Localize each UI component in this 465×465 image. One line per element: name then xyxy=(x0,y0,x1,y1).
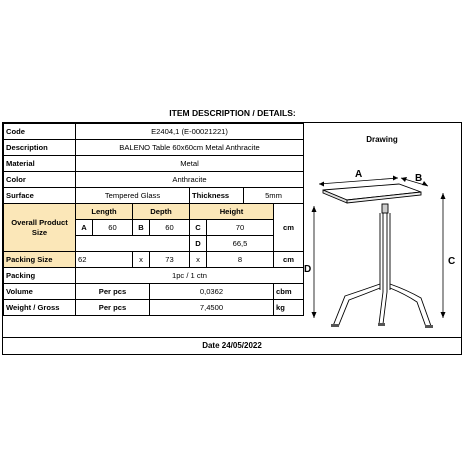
packing-size-label: Packing Size xyxy=(4,252,76,268)
packing-value: 1pc / 1 ctn xyxy=(76,268,304,284)
volume-per: Per pcs xyxy=(76,284,150,300)
row-size-header xyxy=(4,204,304,220)
weight-per: Per pcs xyxy=(76,300,150,316)
volume-value: 0,0362 xyxy=(150,284,274,300)
length-letter: A xyxy=(76,220,93,236)
volume-unit: cbm xyxy=(274,284,304,300)
packing-size-unit: cm xyxy=(274,252,304,268)
material-value: Metal xyxy=(76,156,304,172)
volume-label: Volume xyxy=(4,284,76,300)
table-legs xyxy=(333,204,431,327)
length-header: Length xyxy=(76,204,133,220)
drawing-title: Drawing xyxy=(366,135,398,144)
drawing-panel xyxy=(303,123,461,338)
packing-size-x2: x xyxy=(190,252,207,268)
row-weight xyxy=(4,300,304,316)
spec-table xyxy=(3,123,304,316)
material-label: Material xyxy=(4,156,76,172)
packing-size-w: 73 xyxy=(150,252,190,268)
size-unit: cm xyxy=(274,204,304,252)
height-letter-d: D xyxy=(190,236,207,252)
thickness-label: Thickness xyxy=(190,188,244,204)
surface-value: Tempered Glass xyxy=(76,188,190,204)
label-c: C xyxy=(448,256,456,267)
weight-label: Weight / Gross xyxy=(4,300,76,316)
height-letter-c: C xyxy=(190,220,207,236)
thickness-value: 5mm xyxy=(244,188,304,204)
code-value: E2404,1 (E-00021221) xyxy=(76,124,304,140)
depth-header: Depth xyxy=(133,204,190,220)
depth-value: 60 xyxy=(150,220,190,236)
document-title: ITEM DESCRIPTION / DETAILS: xyxy=(169,108,296,118)
depth-letter: B xyxy=(133,220,150,236)
height-header: Height xyxy=(190,204,274,220)
row-description xyxy=(4,140,304,156)
weight-value: 7,4500 xyxy=(150,300,274,316)
color-value: Anthracite xyxy=(76,172,304,188)
spec-sheet xyxy=(2,122,462,355)
label-a: A xyxy=(355,169,363,180)
table-drawing xyxy=(303,148,461,348)
packing-size-h: 8 xyxy=(207,252,274,268)
date-footer: Date 24/05/2022 xyxy=(3,337,461,354)
code-label: Code xyxy=(4,124,76,140)
row-material xyxy=(4,156,304,172)
row-color xyxy=(4,172,304,188)
row-packing-size xyxy=(4,252,304,268)
length-value: 60 xyxy=(93,220,133,236)
row-packing xyxy=(4,268,304,284)
height-value-d: 66,5 xyxy=(207,236,274,252)
weight-unit: kg xyxy=(274,300,304,316)
leg-feet xyxy=(331,323,433,328)
row-surface xyxy=(4,188,304,204)
description-value: BALENO Table 60x60cm Metal Anthracite xyxy=(76,140,304,156)
color-label: Color xyxy=(4,172,76,188)
label-d: D xyxy=(304,264,312,275)
label-b: B xyxy=(415,173,423,184)
surface-label: Surface xyxy=(4,188,76,204)
packing-size-x1: x xyxy=(133,252,150,268)
packing-size-l: 62 xyxy=(76,252,133,268)
row-volume xyxy=(4,284,304,300)
packing-label: Packing xyxy=(4,268,76,284)
size-blank xyxy=(76,236,190,252)
table-top xyxy=(323,184,421,203)
row-code xyxy=(4,124,304,140)
description-label: Description xyxy=(4,140,76,156)
height-value-c: 70 xyxy=(207,220,274,236)
overall-size-label: Overall Product Size xyxy=(4,204,76,252)
